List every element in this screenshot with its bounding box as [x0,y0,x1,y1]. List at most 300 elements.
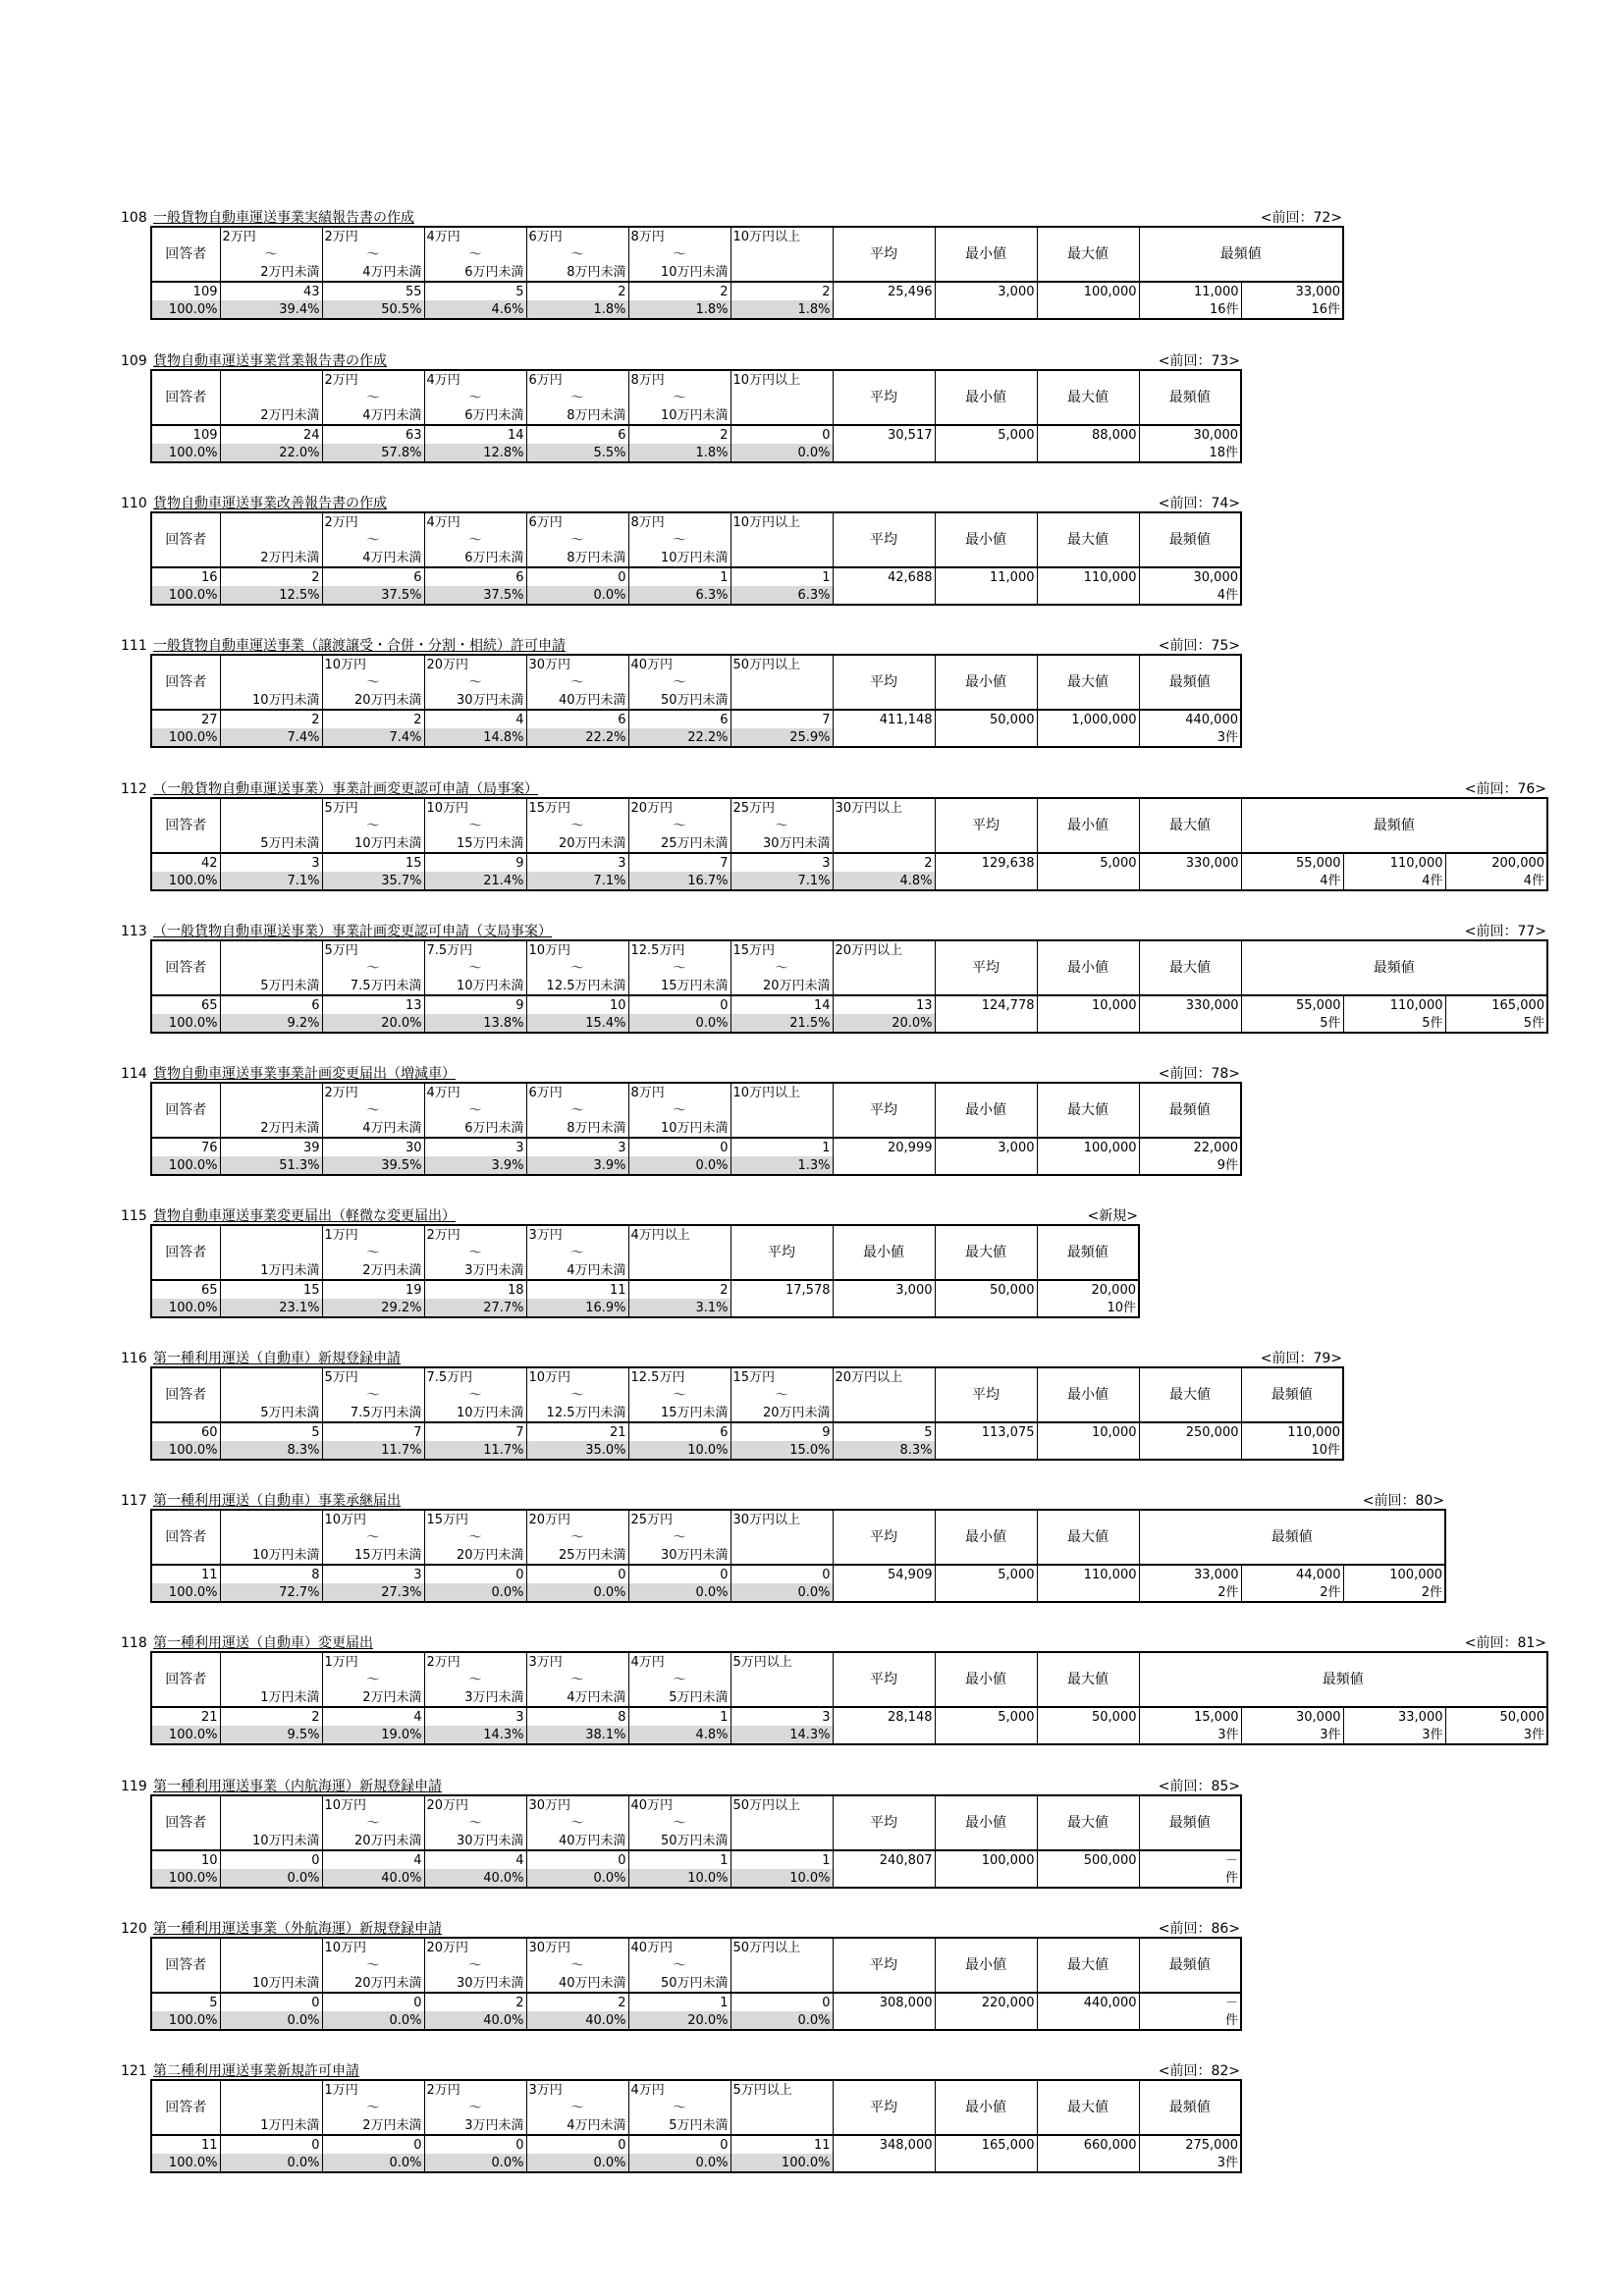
bin-header-to [730,406,833,425]
min-header: 最小値 [935,512,1037,567]
bin-percent: 57.8% [322,444,424,462]
mode-header: 最頻値 [1139,512,1241,567]
max-value: 88,000 [1037,425,1139,444]
bin-header-from: 6万円 [526,1083,628,1101]
avg-header: 平均 [833,655,935,710]
min-header: 最小値 [935,2080,1037,2135]
bin-count: 2 [628,1280,730,1299]
bin-header-tilde [730,389,833,406]
avg-blank [833,1869,935,1888]
bin-percent: 0.0% [628,2154,730,2172]
avg-value: 124,778 [935,995,1037,1014]
previous-ref: <前回：77> [1464,924,1546,939]
bin-percent: 7.1% [730,872,833,890]
respondent-count: 65 [151,1280,220,1299]
bin-header-from: 15万円 [730,1367,833,1386]
bin-percent: 1.8% [628,444,730,462]
min-header: 最小値 [1037,940,1139,995]
bin-header-from [220,1938,322,1956]
bin-header-tilde [220,673,322,691]
bin-count: 2 [220,710,322,728]
bin-header-to: 50万円未満 [628,1974,730,1993]
bin-header-tilde [220,1528,322,1546]
bin-count: 63 [322,425,424,444]
bin-percent: 13.8% [424,1014,526,1033]
bin-header-tilde: ～ [628,817,730,834]
section-number: 118 [121,1635,147,1651]
bin-header-tilde: ～ [628,245,730,263]
bin-header-from: 20万円以上 [833,1367,935,1386]
count-row [151,1707,1547,1726]
bin-header-from [220,512,322,531]
respondent-count: 109 [151,425,220,444]
mode-value: 30,000 [1139,567,1241,586]
mode-count: 16件 [1139,300,1241,319]
previous-ref: <前回：74> [1158,496,1240,511]
bin-header-tilde: ～ [628,1814,730,1832]
mode-header: 最頻値 [1139,1510,1445,1565]
mode-value: 55,000 [1241,995,1343,1014]
bin-header-to: 25万円未満 [628,834,730,853]
bin-header-to: 7.5万円未満 [322,1404,424,1422]
min-header: 最小値 [1037,1367,1139,1422]
section-number: 121 [121,2063,147,2079]
max-value: 250,000 [1139,1422,1241,1441]
percent-row [151,444,1241,462]
max-blank [1037,728,1139,747]
percent-row [151,1869,1241,1888]
bin-header-from: 30万円 [526,1795,628,1814]
bin-percent: 0.0% [220,2011,322,2030]
respondent-percent: 100.0% [151,1156,220,1175]
bin-header-to: 5万円未満 [220,1404,322,1422]
bin-count: 9 [424,853,526,872]
bin-header-tilde: ～ [322,1671,424,1688]
bin-percent: 1.8% [730,300,833,319]
max-blank [1037,2011,1139,2030]
bin-header-from: 10万円 [424,798,526,817]
respondent-header: 回答者 [151,1795,220,1850]
avg-blank [935,1441,1037,1460]
max-blank [1037,1726,1139,1744]
bin-count: 0 [424,2135,526,2154]
avg-header: 平均 [833,2080,935,2135]
mode-header: 最頻値 [1139,1083,1241,1138]
bin-header-to: 50万円未満 [628,691,730,710]
bin-header-tilde: ～ [526,245,628,263]
bin-header-to: 12.5万円未満 [526,1404,628,1422]
avg-header: 平均 [935,798,1037,853]
previous-ref: <前回：80> [1362,1493,1444,1509]
bin-header-tilde: ～ [730,1386,833,1404]
mode-header: 最頻値 [1241,1367,1343,1422]
respondent-percent: 100.0% [151,728,220,747]
avg-blank [833,444,935,462]
min-value: 11,000 [935,567,1037,586]
section-114 [121,1066,1240,1188]
min-value: 5,000 [935,1565,1037,1583]
avg-header: 平均 [833,1652,935,1707]
bin-header-to [730,691,833,710]
bin-count: 8 [220,1565,322,1583]
bin-header-from: 50万円以上 [730,1795,833,1814]
cost-table [150,1224,1140,1318]
bin-header-to: 10万円未満 [628,406,730,425]
section-title-text: 貨物自動車運送事業営業報告書の作成 [153,353,387,369]
mode-count: 3件 [1445,1726,1547,1744]
bin-count: 3 [526,853,628,872]
respondent-header: 回答者 [151,1367,220,1422]
bin-count: 0 [628,1565,730,1583]
respondent-count: 11 [151,2135,220,2154]
bin-percent: 5.5% [526,444,628,462]
bin-header-from: 8万円 [628,370,730,389]
section-113 [121,924,1546,1045]
bin-header-tilde: ～ [424,673,526,691]
avg-value: 28,148 [833,1707,935,1726]
bin-header-tilde: ～ [424,1101,526,1119]
section-title-text: （一般貨物自動車運送事業）事業計画変更認可申請（支局事案） [153,924,552,939]
bin-header-tilde [730,2099,833,2116]
mode-value: 440,000 [1139,710,1241,728]
max-blank [1037,444,1139,462]
bin-percent: 27.3% [322,1583,424,1602]
bin-header-to: 10万円未満 [220,1974,322,1993]
bin-header-from: 2万円 [424,2080,526,2099]
bin-header-tilde [220,1956,322,1974]
bin-count: 1 [628,1850,730,1869]
respondent-percent: 100.0% [151,586,220,605]
bin-header-from: 2万円 [322,512,424,531]
max-header: 最大値 [1037,370,1139,425]
section-title-text: 貨物自動車運送事業改善報告書の作成 [153,496,387,511]
bin-header-to: 4万円未満 [322,1119,424,1138]
bin-header-tilde [220,531,322,549]
bin-percent: 20.0% [833,1014,935,1033]
bin-header-tilde: ～ [526,1671,628,1688]
bin-header-from [220,1795,322,1814]
bin-header-tilde [730,1814,833,1832]
section-119 [121,1779,1240,1900]
bin-header-tilde: ～ [424,1814,526,1832]
bin-header-tilde [220,1814,322,1832]
mode-count: 3件 [1139,1726,1241,1744]
bin-header-from: 20万円 [628,798,730,817]
avg-value: 20,999 [833,1138,935,1156]
mode-header: 最頻値 [1139,1652,1547,1707]
bin-header-tilde [628,1244,730,1261]
bin-count: 1 [730,1850,833,1869]
bin-header-to: 50万円未満 [628,1832,730,1850]
bin-count: 0 [526,1565,628,1583]
mode-count: 2件 [1139,1583,1241,1602]
bin-header-tilde: ～ [526,389,628,406]
bin-percent: 10.0% [730,1869,833,1888]
bin-count: 15 [322,853,424,872]
mode-value: 110,000 [1343,995,1445,1014]
max-blank [1139,1441,1241,1460]
bin-percent: 35.0% [526,1441,628,1460]
min-value: 5,000 [1037,853,1139,872]
bin-percent: 11.7% [322,1441,424,1460]
min-value: 10,000 [1037,995,1139,1014]
bin-header-from [220,1510,322,1528]
max-header: 最大値 [1037,1652,1139,1707]
bin-header-from: 3万円 [526,1652,628,1671]
bin-header-from: 10万円以上 [730,370,833,389]
bin-count: 10 [526,995,628,1014]
bin-header-tilde [730,1956,833,1974]
avg-value: 25,496 [833,282,935,300]
bin-header-from: 15万円 [526,798,628,817]
bin-header-to: 5万円未満 [628,1688,730,1707]
bin-header-from: 5万円 [322,940,424,959]
avg-blank [935,1014,1037,1033]
mode-count: 5件 [1343,1014,1445,1033]
bin-header-tilde: ～ [322,2099,424,2116]
bin-header-tilde: ～ [424,2099,526,2116]
max-value: 100,000 [1037,1138,1139,1156]
bin-header-from [220,2080,322,2099]
section-title-text: （一般貨物自動車運送事業）事業計画変更認可申請（局事案） [153,781,538,797]
bin-count: 19 [322,1280,424,1299]
bin-percent: 0.0% [730,2011,833,2030]
bin-percent: 37.5% [424,586,526,605]
bin-percent: 3.9% [424,1156,526,1175]
min-blank [935,1726,1037,1744]
bin-header-to: 30万円未満 [730,834,833,853]
max-value: 50,000 [935,1280,1037,1299]
bin-header-from: 30万円 [526,1938,628,1956]
bin-header-from: 25万円 [628,1510,730,1528]
bin-header-to: 10万円未満 [322,834,424,853]
bin-header-tilde: ～ [628,959,730,977]
bin-header-to: 4万円未満 [526,1688,628,1707]
bin-percent: 40.0% [322,1869,424,1888]
respondent-count: 42 [151,853,220,872]
bin-count: 3 [526,1138,628,1156]
bin-percent: 0.0% [526,2154,628,2172]
bin-header-from: 8万円 [628,512,730,531]
mode-count: 3件 [1343,1726,1445,1744]
bin-header-tilde: ～ [628,1528,730,1546]
min-value: 100,000 [935,1850,1037,1869]
avg-blank [833,586,935,605]
bin-count: 7 [730,710,833,728]
avg-value: 308,000 [833,1993,935,2011]
bin-header-tilde: ～ [628,1386,730,1404]
min-header: 最小値 [935,370,1037,425]
bin-header-tilde: ～ [322,1956,424,1974]
respondent-percent: 100.0% [151,1299,220,1317]
respondent-count: 11 [151,1565,220,1583]
bin-header-tilde [730,245,833,263]
bin-count: 1 [730,567,833,586]
bin-header-to: 10万円未満 [220,691,322,710]
mode-value: － [1139,1850,1241,1869]
percent-row [151,2154,1241,2172]
bin-percent: 39.5% [322,1156,424,1175]
avg-header: 平均 [833,1795,935,1850]
mode-value: 50,000 [1445,1707,1547,1726]
bin-header-tilde: ～ [526,1101,628,1119]
bin-header-tilde [833,1386,935,1404]
bin-percent: 23.1% [220,1299,322,1317]
bin-count: 9 [424,995,526,1014]
percent-row [151,2011,1241,2030]
bin-header-to: 10万円未満 [628,1119,730,1138]
bin-header-from: 20万円以上 [833,940,935,959]
bin-header-tilde: ～ [322,245,424,263]
bin-percent: 4.8% [833,872,935,890]
bin-header-from: 5万円以上 [730,2080,833,2099]
section-number: 114 [121,1066,147,1082]
bin-header-to: 10万円未満 [628,549,730,567]
percent-row [151,300,1343,319]
bin-header-to: 10万円未満 [424,1404,526,1422]
section-title-text: 貨物自動車運送事業事業計画変更届出（増減車） [153,1066,456,1082]
bin-header-to [730,1119,833,1138]
max-header: 最大値 [1139,1367,1241,1422]
mode-value: 44,000 [1241,1565,1343,1583]
bin-count: 6 [220,995,322,1014]
mode-value: 200,000 [1445,853,1547,872]
max-header: 最大値 [1037,1510,1139,1565]
bin-count: 7 [322,1422,424,1441]
bin-percent: 0.0% [628,1156,730,1175]
bin-count: 0 [730,425,833,444]
avg-blank [833,1726,935,1744]
min-blank [935,1156,1037,1175]
min-blank [935,444,1037,462]
bin-count: 0 [628,2135,730,2154]
bin-header-to: 6万円未満 [424,549,526,567]
bin-count: 11 [526,1280,628,1299]
mode-count: 5件 [1241,1014,1343,1033]
bin-header-to: 12.5万円未満 [526,977,628,995]
bin-header-tilde [220,817,322,834]
bin-count: 2 [526,1993,628,2011]
mode-count: 10件 [1241,1441,1343,1460]
mode-value: 20,000 [1037,1280,1139,1299]
min-value: 220,000 [935,1993,1037,2011]
bin-header-from: 6万円 [526,370,628,389]
bin-header-to: 30万円未満 [424,1974,526,1993]
respondent-percent: 100.0% [151,300,220,319]
percent-row [151,1014,1547,1033]
bin-header-to [628,1261,730,1280]
max-value: 1,000,000 [1037,710,1139,728]
previous-ref: <前回：86> [1158,1921,1240,1937]
respondent-header: 回答者 [151,227,220,282]
section-title-text: 第一種利用運送事業（外航海運）新規登録申請 [153,1921,442,1937]
bin-percent: 0.0% [526,586,628,605]
bin-header-to: 2万円未満 [220,263,322,282]
bin-percent: 40.0% [424,1869,526,1888]
bin-header-from: 12.5万円 [628,1367,730,1386]
min-blank [935,586,1037,605]
bin-header-from: 20万円 [424,655,526,673]
previous-ref: <前回：78> [1158,1066,1240,1082]
bin-header-from: 1万円 [322,1225,424,1244]
respondent-header: 回答者 [151,940,220,995]
bin-count: 3 [730,1707,833,1726]
bin-header-to: 10万円未満 [220,1832,322,1850]
min-value: 165,000 [935,2135,1037,2154]
bin-count: 6 [628,1422,730,1441]
bin-header-to [730,549,833,567]
bin-header-to: 7.5万円未満 [322,977,424,995]
previous-ref: <前回：73> [1158,353,1240,369]
mode-count: 2件 [1343,1583,1445,1602]
avg-blank [730,1299,833,1317]
section-title-text: 一般貨物自動車運送事業実績報告書の作成 [153,210,414,226]
cost-table [150,1509,1446,1603]
bin-header-to: 3万円未満 [424,1261,526,1280]
respondent-percent: 100.0% [151,1441,220,1460]
bin-header-from: 4万円 [424,512,526,531]
bin-count: 13 [833,995,935,1014]
bin-header-to: 2万円未満 [220,549,322,567]
cost-table [150,939,1548,1034]
section-number: 120 [121,1921,147,1937]
bin-header-from: 2万円 [322,227,424,245]
cost-table [150,511,1242,606]
respondent-count: 10 [151,1850,220,1869]
bin-header-from: 10万円以上 [730,227,833,245]
bin-header-to [833,977,935,995]
bin-header-to [833,834,935,853]
count-row [151,2135,1241,2154]
bin-header-to: 2万円未満 [220,406,322,425]
respondent-count: 65 [151,995,220,1014]
bin-header-from: 30万円以上 [833,798,935,817]
bin-header-tilde: ～ [322,531,424,549]
mode-header: 最頻値 [1037,1225,1139,1280]
bin-header-to: 4万円未満 [526,2116,628,2135]
max-value: 330,000 [1139,853,1241,872]
max-blank [1037,1156,1139,1175]
percent-row [151,1299,1139,1317]
count-row [151,1850,1241,1869]
bin-header-from: 4万円 [424,370,526,389]
bin-header-from: 5万円以上 [730,1652,833,1671]
bin-header-tilde [220,2099,322,2116]
bin-header-from: 30万円 [526,655,628,673]
bin-header-from: 10万円 [322,1938,424,1956]
bin-header-tilde: ～ [526,1814,628,1832]
bin-header-from: 50万円以上 [730,1938,833,1956]
respondent-percent: 100.0% [151,1583,220,1602]
min-header: 最小値 [935,1510,1037,1565]
bin-percent: 0.0% [628,1014,730,1033]
bin-percent: 0.0% [526,1869,628,1888]
mode-value: 15,000 [1139,1707,1241,1726]
max-header: 最大値 [1037,655,1139,710]
bin-header-from: 10万円 [526,940,628,959]
bin-header-to: 4万円未満 [526,1261,628,1280]
bin-header-from: 12.5万円 [628,940,730,959]
min-blank [1037,1014,1139,1033]
bin-header-tilde: ～ [424,1956,526,1974]
bin-header-tilde: ～ [322,817,424,834]
bin-percent: 39.4% [220,300,322,319]
bin-count: 0 [526,1850,628,1869]
bin-percent: 27.7% [424,1299,526,1317]
bin-count: 7 [628,853,730,872]
max-header: 最大値 [1037,1938,1139,1993]
bin-percent: 51.3% [220,1156,322,1175]
